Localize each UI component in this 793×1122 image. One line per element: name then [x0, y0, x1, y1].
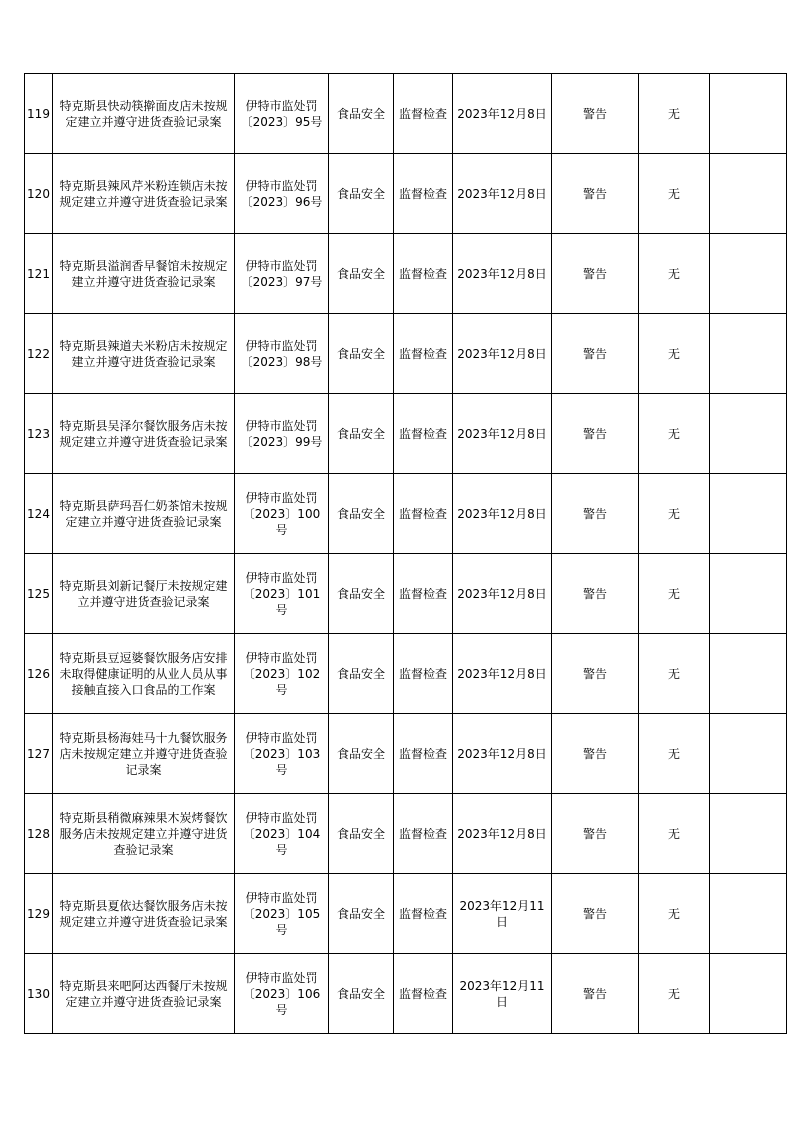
decision-number-line1: 伊特市监处罚: [245, 810, 318, 825]
penalty: 警告: [552, 634, 639, 714]
row-number: 119: [25, 74, 53, 154]
decision-number: [235, 74, 329, 154]
decision-number-line2: 〔2023〕106号: [242, 986, 321, 1017]
records-body: [25, 74, 787, 1034]
note: [710, 634, 787, 714]
category: 食品安全: [329, 954, 394, 1034]
confiscation: 无: [639, 634, 710, 714]
category: 食品安全: [329, 634, 394, 714]
confiscation: 无: [639, 554, 710, 634]
note: [710, 794, 787, 874]
note: [710, 874, 787, 954]
table-row: [25, 394, 787, 474]
table-row: [25, 954, 787, 1034]
table-row: [25, 474, 787, 554]
note: [710, 394, 787, 474]
penalty: 警告: [552, 474, 639, 554]
note: [710, 554, 787, 634]
decision-number-line1: 伊特市监处罚: [245, 570, 318, 585]
row-number: 129: [25, 874, 53, 954]
table-row: [25, 234, 787, 314]
row-number: 127: [25, 714, 53, 794]
decision-number-line2: 〔2023〕101号: [242, 586, 321, 617]
note: [710, 154, 787, 234]
penalty: 警告: [552, 74, 639, 154]
decision-date: 2023年12月8日: [453, 474, 552, 554]
decision-number-line1: 伊特市监处罚: [245, 970, 318, 985]
decision-number-line2: 〔2023〕104号: [242, 826, 321, 857]
decision-number-line1: 伊特市监处罚: [245, 730, 318, 745]
note: [710, 474, 787, 554]
inspection-type: 监督检查: [394, 874, 453, 954]
decision-number: [235, 154, 329, 234]
decision-number: [235, 874, 329, 954]
confiscation: 无: [639, 474, 710, 554]
inspection-type: 监督检查: [394, 954, 453, 1034]
confiscation: 无: [639, 314, 710, 394]
row-number: 122: [25, 314, 53, 394]
inspection-type: 监督检查: [394, 394, 453, 474]
penalty: 警告: [552, 154, 639, 234]
penalty: 警告: [552, 714, 639, 794]
decision-number-line2: 〔2023〕102号: [242, 666, 321, 697]
decision-date: 2023年12月11日: [453, 954, 552, 1034]
confiscation: 无: [639, 394, 710, 474]
inspection-type: 监督检查: [394, 554, 453, 634]
case-name: 特克斯县溢润香早餐馆未按规定建立并遵守进货查验记录案: [53, 234, 235, 314]
case-name: 特克斯县杨海娃马十九餐饮服务店未按规定建立并遵守进货查验记录案: [53, 714, 235, 794]
case-name: 特克斯县刘新记餐厅未按规定建立并遵守进货查验记录案: [53, 554, 235, 634]
case-name: 特克斯县萨玛吾仁奶茶馆未按规定建立并遵守进货查验记录案: [53, 474, 235, 554]
decision-date: 2023年12月8日: [453, 74, 552, 154]
penalty-records-table: [24, 73, 787, 1034]
inspection-type: 监督检查: [394, 714, 453, 794]
decision-number: [235, 714, 329, 794]
penalty: 警告: [552, 954, 639, 1034]
category: 食品安全: [329, 714, 394, 794]
confiscation: 无: [639, 714, 710, 794]
table-row: [25, 154, 787, 234]
note: [710, 954, 787, 1034]
case-name: 特克斯县吴泽尔餐饮服务店未按规定建立并遵守进货查验记录案: [53, 394, 235, 474]
note: [710, 314, 787, 394]
decision-number-line1: 伊特市监处罚: [245, 650, 318, 665]
table-row: [25, 74, 787, 154]
table-row: [25, 714, 787, 794]
inspection-type: 监督检查: [394, 794, 453, 874]
table-row: [25, 314, 787, 394]
penalty: 警告: [552, 234, 639, 314]
decision-date: 2023年12月8日: [453, 794, 552, 874]
confiscation: 无: [639, 234, 710, 314]
penalty: 警告: [552, 554, 639, 634]
row-number: 123: [25, 394, 53, 474]
table-row: [25, 634, 787, 714]
row-number: 120: [25, 154, 53, 234]
decision-number-line2: 〔2023〕98号: [240, 354, 323, 369]
decision-number-line2: 〔2023〕100号: [242, 506, 321, 537]
case-name: 特克斯县辣风芹米粉连锁店未按规定建立并遵守进货查验记录案: [53, 154, 235, 234]
decision-date: 2023年12月8日: [453, 634, 552, 714]
case-name: 特克斯县来吧阿达西餐厅未按规定建立并遵守进货查验记录案: [53, 954, 235, 1034]
row-number: 130: [25, 954, 53, 1034]
inspection-type: 监督检查: [394, 234, 453, 314]
decision-number-line1: 伊特市监处罚: [245, 258, 318, 273]
decision-date: 2023年12月11日: [453, 874, 552, 954]
decision-number-line2: 〔2023〕96号: [240, 194, 323, 209]
note: [710, 74, 787, 154]
category: 食品安全: [329, 474, 394, 554]
decision-number-line1: 伊特市监处罚: [245, 418, 318, 433]
row-number: 124: [25, 474, 53, 554]
inspection-type: 监督检查: [394, 154, 453, 234]
decision-number: [235, 954, 329, 1034]
table-row: [25, 794, 787, 874]
category: 食品安全: [329, 154, 394, 234]
case-name: 特克斯县稍微麻辣果木炭烤餐饮服务店未按规定建立并遵守进货查验记录案: [53, 794, 235, 874]
decision-number-line2: 〔2023〕97号: [240, 274, 323, 289]
row-number: 121: [25, 234, 53, 314]
confiscation: 无: [639, 74, 710, 154]
decision-date: 2023年12月8日: [453, 554, 552, 634]
decision-number: [235, 794, 329, 874]
category: 食品安全: [329, 314, 394, 394]
confiscation: 无: [639, 154, 710, 234]
penalty: 警告: [552, 874, 639, 954]
penalty: 警告: [552, 394, 639, 474]
category: 食品安全: [329, 234, 394, 314]
category: 食品安全: [329, 554, 394, 634]
decision-number: [235, 314, 329, 394]
category: 食品安全: [329, 74, 394, 154]
case-name: 特克斯县辣道夫米粉店未按规定建立并遵守进货查验记录案: [53, 314, 235, 394]
row-number: 125: [25, 554, 53, 634]
decision-number: [235, 234, 329, 314]
decision-number-line1: 伊特市监处罚: [245, 98, 318, 113]
decision-number-line1: 伊特市监处罚: [245, 338, 318, 353]
decision-date: 2023年12月8日: [453, 314, 552, 394]
decision-number-line1: 伊特市监处罚: [245, 890, 318, 905]
confiscation: 无: [639, 954, 710, 1034]
decision-number-line2: 〔2023〕99号: [240, 434, 323, 449]
decision-date: 2023年12月8日: [453, 234, 552, 314]
inspection-type: 监督检查: [394, 474, 453, 554]
inspection-type: 监督检查: [394, 314, 453, 394]
decision-number: [235, 474, 329, 554]
decision-number-line1: 伊特市监处罚: [245, 178, 318, 193]
table-row: [25, 874, 787, 954]
category: 食品安全: [329, 394, 394, 474]
case-name: 特克斯县夏依达餐饮服务店未按规定建立并遵守进货查验记录案: [53, 874, 235, 954]
decision-number: [235, 394, 329, 474]
decision-date: 2023年12月8日: [453, 154, 552, 234]
row-number: 128: [25, 794, 53, 874]
penalty: 警告: [552, 314, 639, 394]
confiscation: 无: [639, 874, 710, 954]
case-name: 特克斯县豆逗婆餐饮服务店安排未取得健康证明的从业人员从事接触直接入口食品的工作案: [53, 634, 235, 714]
decision-number: [235, 634, 329, 714]
decision-number-line2: 〔2023〕105号: [242, 906, 321, 937]
inspection-type: 监督检查: [394, 74, 453, 154]
case-name: 特克斯县快动筷擀面皮店未按规定建立并遵守进货查验记录案: [53, 74, 235, 154]
decision-number: [235, 554, 329, 634]
category: 食品安全: [329, 874, 394, 954]
category: 食品安全: [329, 794, 394, 874]
decision-number-line2: 〔2023〕103号: [242, 746, 321, 777]
decision-date: 2023年12月8日: [453, 714, 552, 794]
penalty: 警告: [552, 794, 639, 874]
decision-number-line2: 〔2023〕95号: [240, 114, 323, 129]
note: [710, 234, 787, 314]
row-number: 126: [25, 634, 53, 714]
decision-number-line1: 伊特市监处罚: [245, 490, 318, 505]
inspection-type: 监督检查: [394, 634, 453, 714]
note: [710, 714, 787, 794]
confiscation: 无: [639, 794, 710, 874]
table-row: [25, 554, 787, 634]
decision-date: 2023年12月8日: [453, 394, 552, 474]
